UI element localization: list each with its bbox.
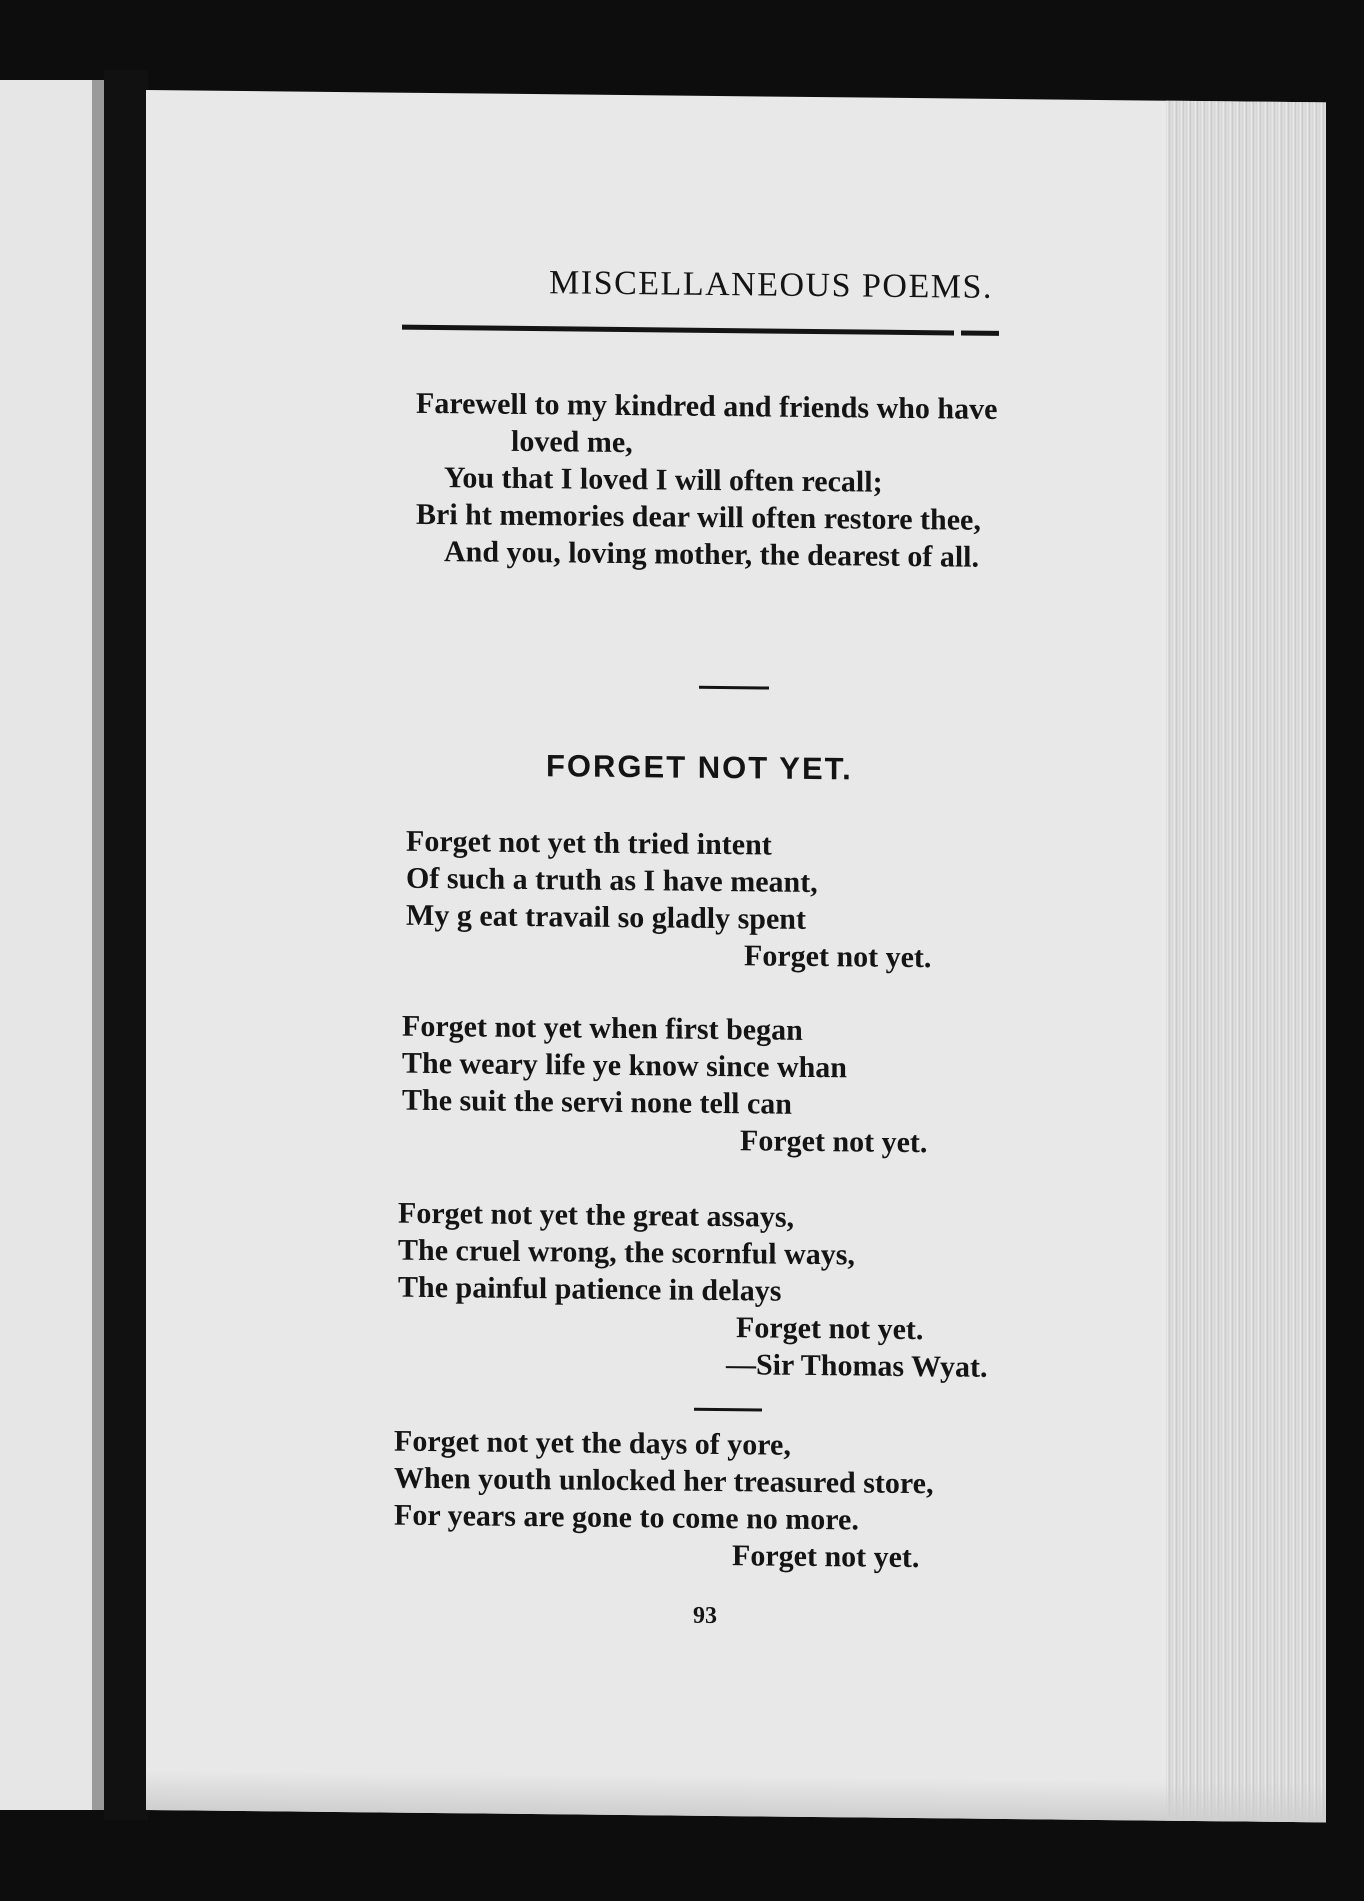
verse-line: You that I loved I will often recall;	[444, 461, 883, 499]
verse-line: Forget not yet th tried intent	[406, 824, 772, 862]
verse-line: Farewell to my kindred and friends who have	[416, 386, 998, 426]
page-content	[256, 261, 1156, 1629]
refrain-line: Forget not yet.	[740, 1124, 928, 1160]
refrain-line: Forget not yet.	[732, 1539, 920, 1575]
page-shadow	[146, 1770, 1326, 1822]
stanza-4	[394, 1423, 934, 1577]
book-page	[146, 90, 1326, 1822]
page-number: 93	[693, 1602, 717, 1629]
stanza-2	[402, 1008, 927, 1162]
attribution: —Sir Thomas Wyat.	[726, 1348, 988, 1384]
verse-line: loved me,	[511, 424, 633, 460]
section-divider	[699, 686, 769, 690]
stanza-3	[398, 1195, 987, 1386]
header-rule	[402, 325, 954, 336]
verse-line: The cruel wrong, the scornful ways,	[398, 1233, 855, 1272]
farewell-stanza	[416, 385, 997, 576]
refrain-line: Forget not yet.	[744, 939, 932, 975]
running-head: MISCELLANEOUS POEMS.	[549, 264, 993, 306]
verse-line: Of such a truth as I have meant,	[406, 861, 818, 900]
verse-line: The weary life ye know since whan	[402, 1046, 847, 1085]
stanza-1	[406, 823, 931, 977]
section-divider	[694, 1408, 762, 1412]
verse-line: And you, loving mother, the dearest of all.	[444, 535, 980, 574]
poem-title: FORGET NOT YET.	[546, 748, 853, 787]
verse-line: Forget not yet when first began	[402, 1009, 803, 1047]
page-edge	[1166, 101, 1326, 1823]
verse-line: The painful patience in delays	[398, 1270, 782, 1308]
verse-line: My g eat travail so gladly spent	[406, 898, 806, 936]
verse-line: The suit the servi none tell can	[402, 1083, 792, 1121]
book-spine	[104, 70, 148, 1820]
left-page-edge	[92, 80, 104, 1810]
verse-line: Bri ht memories dear will often restore thee,	[416, 497, 981, 537]
header-rule-tail	[961, 331, 999, 336]
verse-line: When youth unlocked her treasured store,	[394, 1461, 934, 1501]
refrain-line: Forget not yet.	[736, 1311, 924, 1347]
verse-line: For years are gone to come no more.	[394, 1498, 859, 1537]
verse-line: Forget not yet the days of yore,	[394, 1424, 791, 1462]
verse-line: Forget not yet the great assays,	[398, 1196, 795, 1234]
